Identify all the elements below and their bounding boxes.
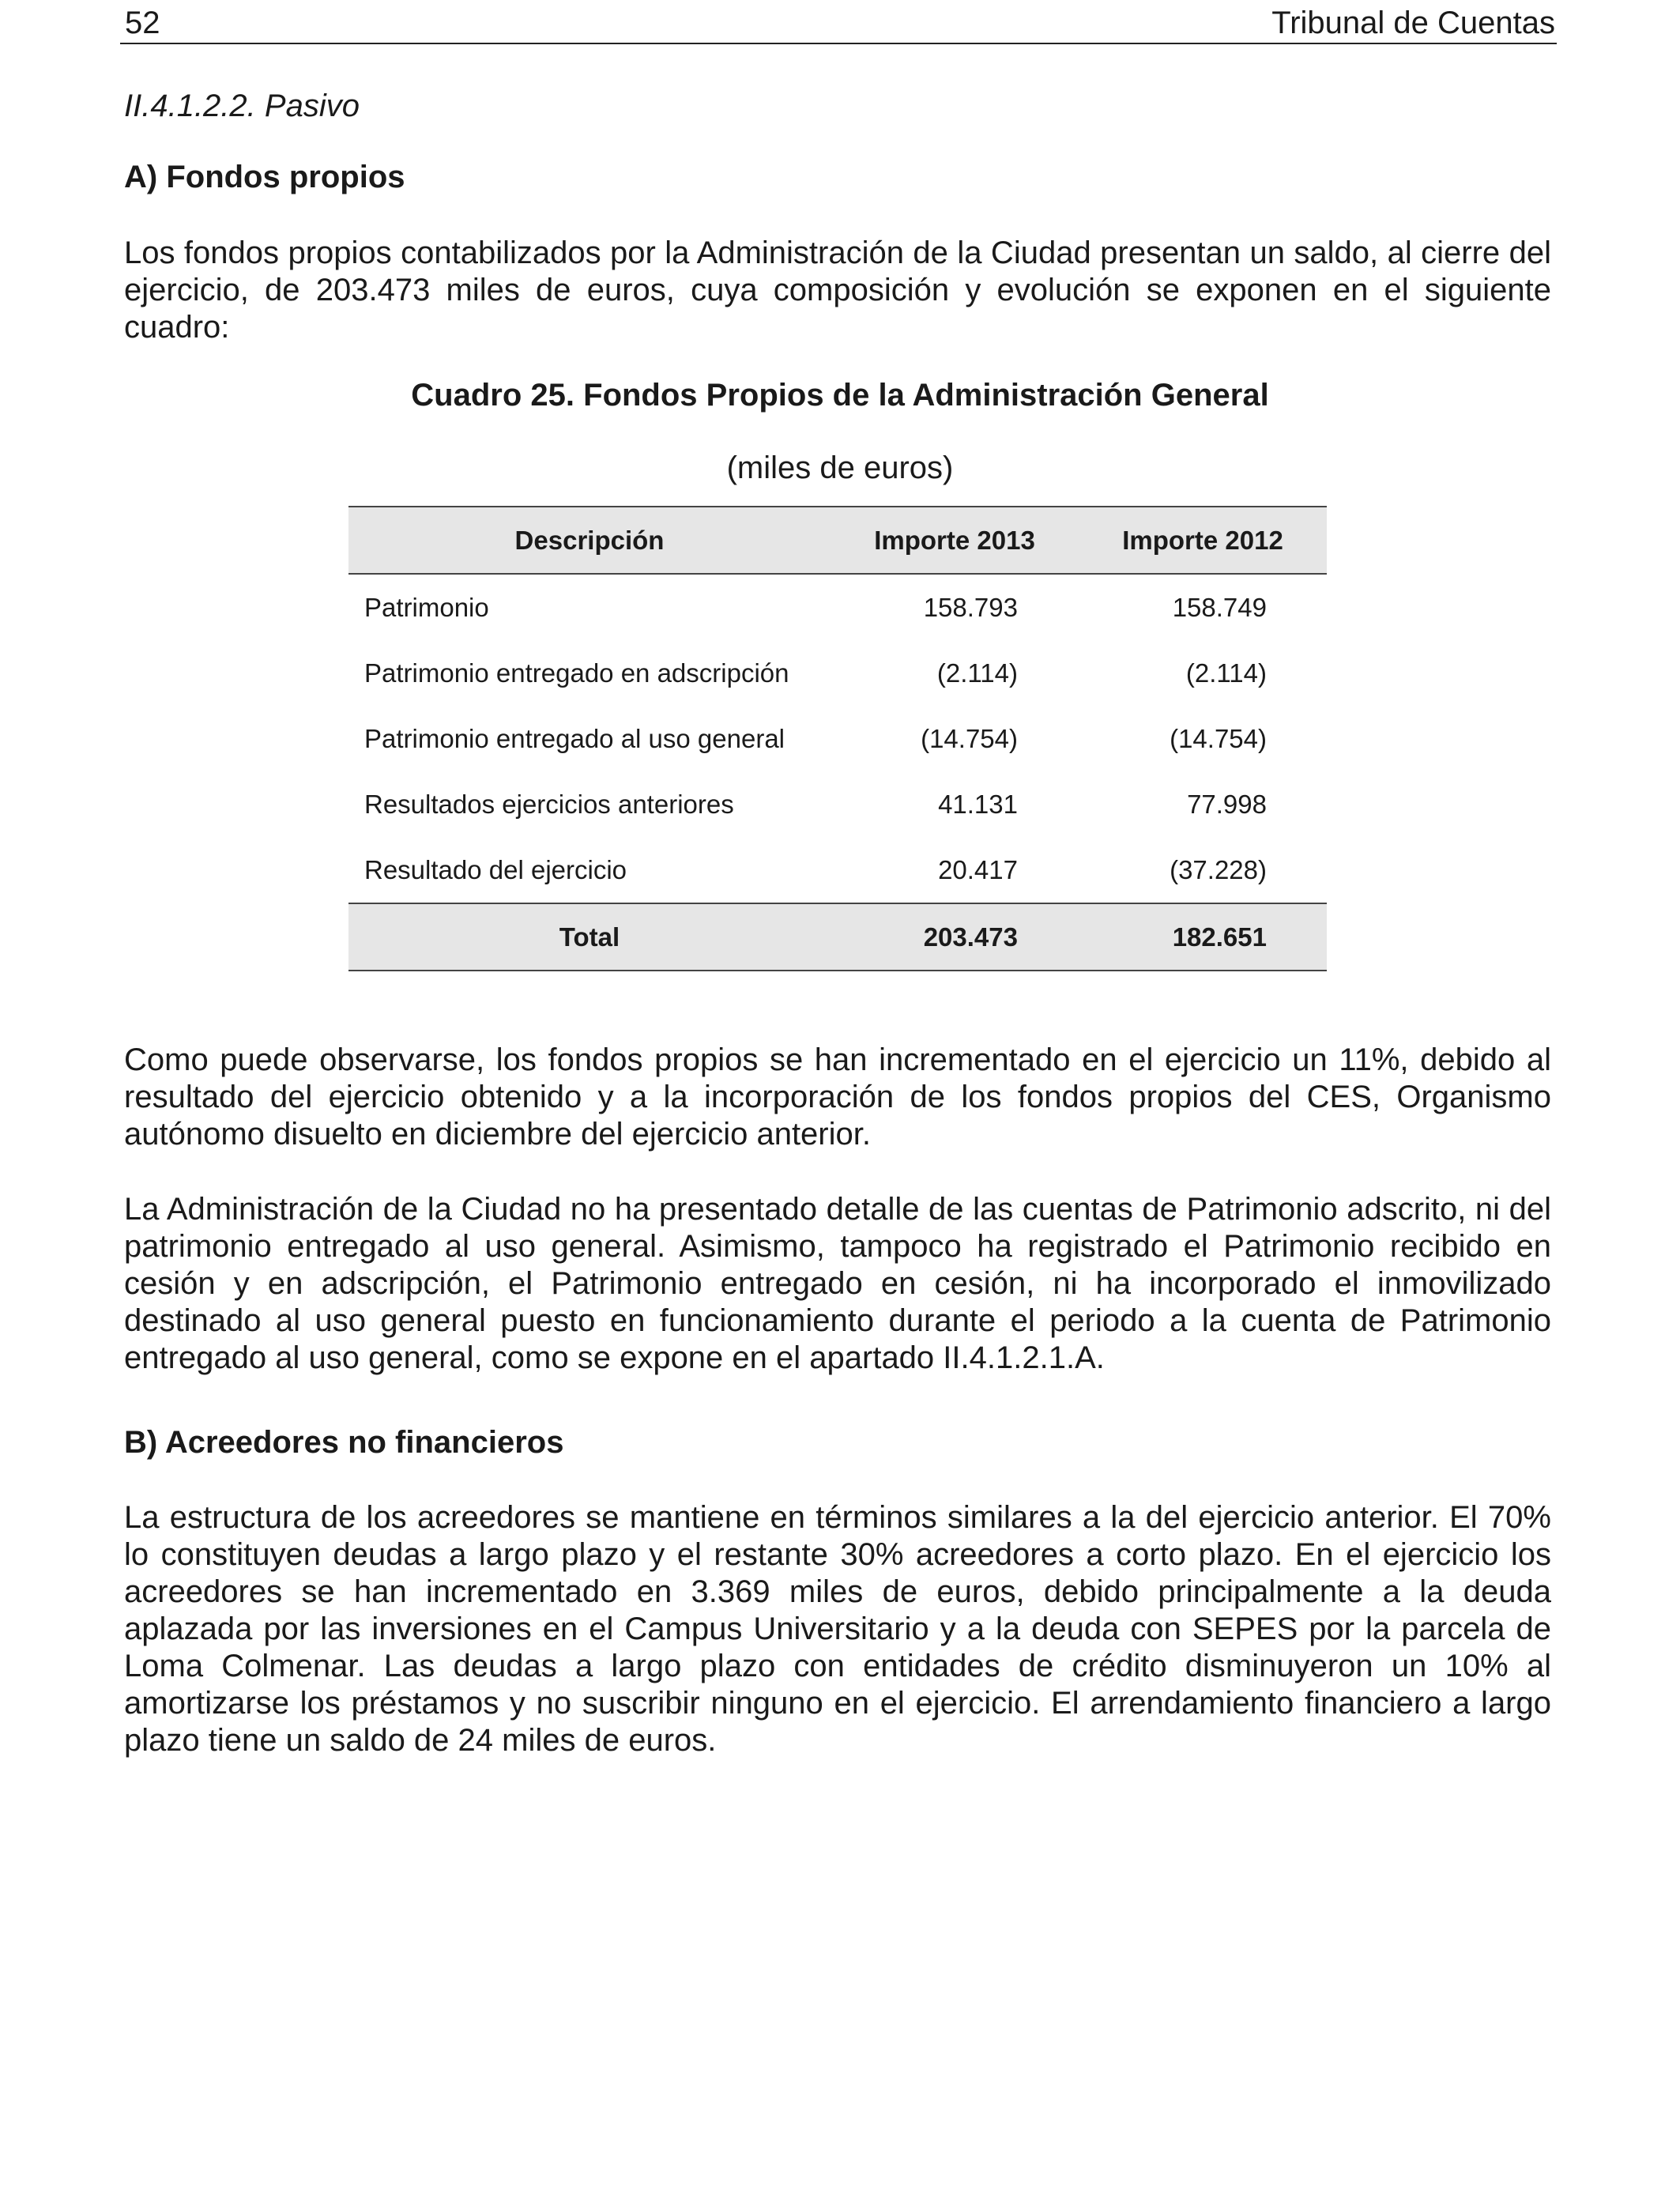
row-value-2013: (14.754) — [921, 723, 1018, 753]
total-label: Total — [559, 922, 620, 952]
column-header: Importe 2012 — [1122, 525, 1283, 555]
row-value-2012: 77.998 — [1187, 789, 1267, 819]
row-value-2013: (2.114) — [936, 658, 1018, 688]
table-row — [348, 574, 1327, 640]
table-row — [348, 640, 1327, 706]
fondos-propios-table — [348, 506, 1327, 971]
table-row — [348, 771, 1327, 837]
row-description: Resultados ejercicios anteriores — [364, 789, 734, 819]
heading-acreedores: B) Acreedores no financieros — [124, 1425, 564, 1460]
row-value-2013: 158.793 — [923, 592, 1018, 622]
table-row — [348, 706, 1327, 771]
page-number: 52 — [125, 6, 160, 40]
table-row — [348, 837, 1327, 903]
row-description: Patrimonio entregado al uso general — [364, 723, 785, 753]
row-description: Patrimonio entregado en adscripción — [364, 658, 789, 688]
row-description: Patrimonio — [364, 592, 489, 622]
page-header — [120, 3, 1557, 44]
column-header: Descripción — [514, 525, 665, 555]
table-total-row — [348, 903, 1327, 971]
row-value-2012: (14.754) — [1170, 723, 1267, 753]
paragraph-acreedores: La estructura de los acreedores se mantiene en términos similares a la del ejercicio anterior. El 70% lo constituyen deudas a largo plazo y el restante 30% acreedores a corto plazo. En el ejercicio los acreedores se han incrementado en 3.369 miles de euros, debido principalmente a la deuda aplazada por las inversiones en el Campus Universitario y a la deuda con SEPES por la parcela de Loma Colmenar. Las deudas a largo plazo con entidades de crédito disminuyeron un 10% al amortizarse los préstamos y no suscribir ninguno en el ejercicio. El arrendamiento financiero a largo plazo tiene un saldo de 24 miles de euros. — [124, 1500, 1551, 1758]
row-value-2013: 20.417 — [938, 854, 1018, 884]
table-unit: (miles de euros) — [726, 450, 954, 485]
section-heading: II.4.1.2.2. Pasivo — [124, 89, 360, 123]
paragraph-observation: Como puede observarse, los fondos propios se han incrementado en el ejercicio un 11%, debido al resultado del ejercicio obtenido y a la incorporación de los fondos propios del CES, Organismo autónomo disuelto en diciembre del ejercicio anterior. — [124, 1042, 1551, 1152]
header-title: Tribunal de Cuentas — [1271, 6, 1555, 40]
total-2013: 203.473 — [923, 922, 1018, 952]
table-title: Cuadro 25. Fondos Propios de la Administración General — [411, 378, 1269, 413]
paragraph-patrimonio-detail: La Administración de la Ciudad no ha presentado detalle de las cuentas de Patrimonio adscrito, ni del patrimonio entregado al uso general. Asimismo, tampoco ha registrado el Patrimonio recibido en cesión y en adscripción, el Patrimonio entregado en cesión, ni ha incorporado el inmovilizado destinado al uso general puesto en funcionamiento durante el periodo a la cuenta de Patrimonio entregado al uso general, como se expone en el apartado II.4.1.2.1.A. — [124, 1192, 1551, 1375]
row-value-2013: 41.131 — [938, 789, 1018, 819]
row-value-2012: (37.228) — [1170, 854, 1267, 884]
row-value-2012: (2.114) — [1185, 658, 1267, 688]
column-header: Importe 2013 — [874, 525, 1035, 555]
row-description: Resultado del ejercicio — [364, 854, 627, 884]
intro-paragraph: Los fondos propios contabilizados por la Administración de la Ciudad presentan un saldo, al cierre del ejercicio, de 203.473 miles de euros, cuya composición y evolución se exponen en el siguiente cuadro: — [124, 236, 1551, 345]
total-2012: 182.651 — [1172, 922, 1267, 952]
heading-fondos-propios: A) Fondos propios — [124, 160, 405, 194]
table-header-row — [348, 507, 1327, 574]
row-value-2012: 158.749 — [1172, 592, 1267, 622]
